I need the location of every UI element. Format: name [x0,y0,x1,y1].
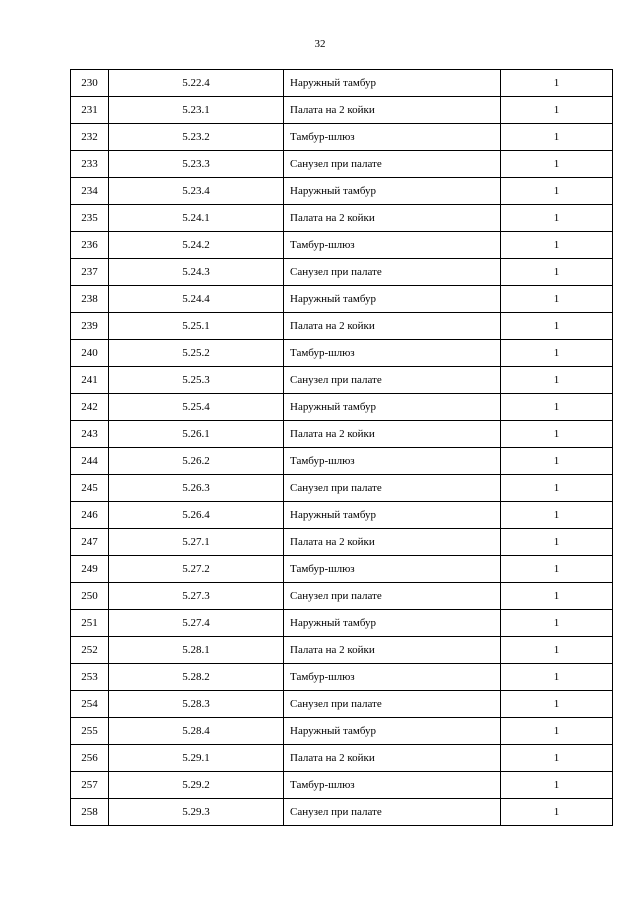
room-code-cell-text: 5.24.4 [182,293,210,305]
table-row [71,232,613,259]
room-name-cell-text: Палата на 2 койки [290,320,375,332]
room-name-cell-text: Тамбур-шлюз [290,131,355,143]
room-name-cell [284,394,501,421]
quantity-cell [501,232,613,259]
table-row [71,583,613,610]
row-number-cell-text: 246 [81,509,98,521]
room-code-cell [109,421,284,448]
row-number-cell-text: 233 [81,158,98,170]
quantity-cell [501,178,613,205]
room-name-cell-text: Палата на 2 койки [290,428,375,440]
room-name-cell-text: Санузел при палате [290,482,382,494]
room-code-cell [109,340,284,367]
quantity-cell-text: 1 [553,482,560,494]
quantity-cell [501,664,613,691]
room-name-cell [284,583,501,610]
room-code-cell-text: 5.26.3 [182,482,210,494]
row-number-cell [71,556,109,583]
row-number-cell-text: 254 [81,698,98,710]
table-row [71,529,613,556]
room-name-cell-text: Наружный тамбур [290,293,377,305]
row-number-cell-text: 235 [81,212,98,224]
room-name-cell [284,286,501,313]
table-row [71,313,613,340]
row-number-cell-text: 234 [81,185,98,197]
row-number-cell-text: 256 [81,752,98,764]
table-row [71,205,613,232]
room-name-cell-text: Палата на 2 койки [290,104,375,116]
room-name-cell [284,259,501,286]
quantity-cell-text: 1 [553,320,560,332]
quantity-cell [501,610,613,637]
room-name-cell-text: Тамбур-шлюз [290,671,355,683]
quantity-cell-text: 1 [553,779,560,791]
table-row [71,799,613,826]
quantity-cell-text: 1 [553,806,560,818]
quantity-cell [501,421,613,448]
quantity-cell-text: 1 [553,374,560,386]
row-number-cell [71,745,109,772]
room-code-cell-text: 5.26.4 [182,509,210,521]
quantity-cell-text: 1 [553,347,560,359]
quantity-cell-text: 1 [553,509,560,521]
room-code-cell [109,124,284,151]
row-number-cell-text: 247 [81,536,98,548]
row-number-cell [71,772,109,799]
quantity-cell [501,475,613,502]
quantity-cell-text: 1 [553,671,560,683]
room-code-cell-text: 5.28.3 [182,698,210,710]
row-number-cell [71,286,109,313]
room-code-cell-text: 5.23.2 [182,131,210,143]
row-number-cell [71,637,109,664]
quantity-cell [501,205,613,232]
quantity-cell-text: 1 [553,563,560,575]
row-number-cell-text: 257 [81,779,98,791]
quantity-cell [501,448,613,475]
room-name-cell-text: Наружный тамбур [290,185,377,197]
row-number-cell-text: 255 [81,725,98,737]
room-name-cell-text: Тамбур-шлюз [290,455,355,467]
room-name-cell [284,718,501,745]
room-name-cell [284,502,501,529]
room-code-cell-text: 5.23.3 [182,158,210,170]
room-name-cell [284,340,501,367]
row-number-cell [71,367,109,394]
quantity-cell [501,97,613,124]
row-number-cell [71,151,109,178]
row-number-cell [71,718,109,745]
table-row [71,286,613,313]
room-code-cell-text: 5.25.3 [182,374,210,386]
row-number-cell [71,502,109,529]
row-number-cell-text: 252 [81,644,98,656]
room-code-cell [109,583,284,610]
table-row [71,70,613,97]
table-row [71,664,613,691]
room-code-cell-text: 5.25.2 [182,347,210,359]
room-code-cell-text: 5.29.1 [182,752,210,764]
room-name-cell-text: Санузел при палате [290,590,382,602]
quantity-cell-text: 1 [553,455,560,467]
room-code-cell [109,151,284,178]
quantity-cell [501,772,613,799]
room-code-cell [109,367,284,394]
row-number-cell [71,475,109,502]
room-name-cell-text: Санузел при палате [290,698,382,710]
room-code-cell-text: 5.27.4 [182,617,210,629]
row-number-cell [71,664,109,691]
room-name-cell-text: Палата на 2 койки [290,752,375,764]
room-name-cell [284,448,501,475]
room-name-cell [284,691,501,718]
quantity-cell-text: 1 [553,239,560,251]
room-name-cell-text: Санузел при палате [290,266,382,278]
room-code-cell [109,448,284,475]
quantity-cell-text: 1 [553,293,560,305]
quantity-cell [501,394,613,421]
room-code-cell [109,394,284,421]
room-code-cell-text: 5.28.4 [182,725,210,737]
row-number-cell [71,232,109,259]
rooms-table [70,69,613,826]
room-name-cell [284,637,501,664]
room-name-cell-text: Санузел при палате [290,374,382,386]
quantity-cell [501,124,613,151]
room-name-cell-text: Тамбур-шлюз [290,563,355,575]
quantity-cell [501,70,613,97]
room-code-cell-text: 5.26.2 [182,455,210,467]
table-row [71,124,613,151]
room-name-cell-text: Наружный тамбур [290,77,377,89]
table-row [71,340,613,367]
room-code-cell [109,745,284,772]
quantity-cell [501,286,613,313]
quantity-cell-text: 1 [553,131,560,143]
row-number-cell [71,124,109,151]
row-number-cell-text: 230 [81,77,98,89]
quantity-cell-text: 1 [553,590,560,602]
quantity-cell-text: 1 [553,725,560,737]
room-name-cell [284,232,501,259]
room-name-cell-text: Палата на 2 койки [290,536,375,548]
table-row [71,367,613,394]
table-row [71,772,613,799]
room-name-cell [284,151,501,178]
row-number-cell [71,799,109,826]
row-number-cell [71,529,109,556]
table-row [71,259,613,286]
row-number-cell [71,394,109,421]
room-name-cell-text: Санузел при палате [290,806,382,818]
room-name-cell-text: Палата на 2 койки [290,212,375,224]
table-row [71,475,613,502]
room-code-cell-text: 5.24.3 [182,266,210,278]
row-number-cell [71,448,109,475]
quantity-cell [501,151,613,178]
room-name-cell-text: Тамбур-шлюз [290,779,355,791]
room-name-cell [284,421,501,448]
row-number-cell [71,70,109,97]
room-code-cell [109,97,284,124]
row-number-cell-text: 232 [81,131,98,143]
room-code-cell-text: 5.28.2 [182,671,210,683]
row-number-cell [71,313,109,340]
quantity-cell-text: 1 [553,752,560,764]
row-number-cell [71,421,109,448]
room-name-cell [284,664,501,691]
row-number-cell-text: 242 [81,401,98,413]
row-number-cell-text: 251 [81,617,98,629]
table-row [71,394,613,421]
room-code-cell-text: 5.27.2 [182,563,210,575]
room-name-cell [284,205,501,232]
room-code-cell [109,637,284,664]
quantity-cell [501,745,613,772]
room-name-cell [284,475,501,502]
room-code-cell [109,178,284,205]
row-number-cell-text: 244 [81,455,98,467]
table-row [71,718,613,745]
quantity-cell-text: 1 [553,266,560,278]
quantity-cell-text: 1 [553,212,560,224]
room-name-cell [284,178,501,205]
row-number-cell [71,259,109,286]
room-name-cell-text: Санузел при палате [290,158,382,170]
room-code-cell-text: 5.23.4 [182,185,210,197]
quantity-cell [501,529,613,556]
room-name-cell [284,367,501,394]
room-code-cell [109,691,284,718]
room-name-cell-text: Наружный тамбур [290,617,377,629]
room-code-cell [109,313,284,340]
room-code-cell-text: 5.29.2 [182,779,210,791]
table-row [71,610,613,637]
room-code-cell-text: 5.24.2 [182,239,210,251]
row-number-cell-text: 231 [81,104,98,116]
row-number-cell [71,610,109,637]
row-number-cell [71,340,109,367]
room-name-cell-text: Тамбур-шлюз [290,347,355,359]
room-code-cell [109,529,284,556]
room-code-cell [109,232,284,259]
table-row [71,151,613,178]
room-name-cell-text: Наружный тамбур [290,509,377,521]
row-number-cell-text: 243 [81,428,98,440]
row-number-cell-text: 239 [81,320,98,332]
row-number-cell-text: 249 [81,563,98,575]
table-row [71,97,613,124]
room-code-cell-text: 5.24.1 [182,212,210,224]
table-row [71,556,613,583]
row-number-cell-text: 258 [81,806,98,818]
quantity-cell-text: 1 [553,428,560,440]
room-code-cell-text: 5.27.1 [182,536,210,548]
quantity-cell [501,502,613,529]
row-number-cell [71,97,109,124]
room-code-cell [109,70,284,97]
row-number-cell [71,178,109,205]
quantity-cell [501,637,613,664]
table-body [71,70,613,826]
room-code-cell [109,718,284,745]
quantity-cell [501,583,613,610]
room-name-cell-text: Тамбур-шлюз [290,239,355,251]
room-code-cell [109,610,284,637]
room-code-cell-text: 5.25.4 [182,401,210,413]
row-number-cell-text: 250 [81,590,98,602]
room-code-cell [109,556,284,583]
room-code-cell-text: 5.22.4 [182,77,210,89]
table-row [71,691,613,718]
table-row [71,448,613,475]
row-number-cell-text: 236 [81,239,98,251]
table-row [71,502,613,529]
quantity-cell [501,799,613,826]
room-code-cell-text: 5.26.1 [182,428,210,440]
room-name-cell [284,70,501,97]
room-code-cell-text: 5.27.3 [182,590,210,602]
room-code-cell [109,259,284,286]
room-name-cell [284,610,501,637]
room-name-cell [284,97,501,124]
room-name-cell [284,799,501,826]
room-code-cell [109,286,284,313]
quantity-cell [501,313,613,340]
row-number-cell [71,205,109,232]
room-code-cell [109,799,284,826]
quantity-cell-text: 1 [553,104,560,116]
row-number-cell-text: 240 [81,347,98,359]
quantity-cell [501,259,613,286]
quantity-cell [501,718,613,745]
row-number-cell [71,691,109,718]
row-number-cell-text: 237 [81,266,98,278]
room-code-cell-text: 5.23.1 [182,104,210,116]
table-row [71,421,613,448]
room-code-cell [109,502,284,529]
room-code-cell [109,205,284,232]
page-number: 32 [314,38,326,50]
room-name-cell [284,556,501,583]
row-number-cell-text: 253 [81,671,98,683]
room-code-cell [109,772,284,799]
table-row [71,178,613,205]
room-name-cell [284,745,501,772]
quantity-cell [501,556,613,583]
room-name-cell-text: Наружный тамбур [290,725,377,737]
room-name-cell-text: Наружный тамбур [290,401,377,413]
quantity-cell-text: 1 [553,536,560,548]
room-name-cell [284,772,501,799]
room-name-cell [284,313,501,340]
quantity-cell [501,691,613,718]
room-code-cell [109,664,284,691]
room-code-cell-text: 5.28.1 [182,644,210,656]
quantity-cell-text: 1 [553,698,560,710]
row-number-cell-text: 245 [81,482,98,494]
row-number-cell-text: 241 [81,374,98,386]
quantity-cell-text: 1 [553,617,560,629]
room-name-cell [284,529,501,556]
room-code-cell [109,475,284,502]
quantity-cell-text: 1 [553,185,560,197]
quantity-cell-text: 1 [553,77,560,89]
table-row [71,637,613,664]
row-number-cell-text: 238 [81,293,98,305]
quantity-cell [501,340,613,367]
room-code-cell-text: 5.29.3 [182,806,210,818]
room-code-cell-text: 5.25.1 [182,320,210,332]
room-name-cell [284,124,501,151]
quantity-cell-text: 1 [553,644,560,656]
table-row [71,745,613,772]
room-name-cell-text: Палата на 2 койки [290,644,375,656]
quantity-cell [501,367,613,394]
quantity-cell-text: 1 [553,401,560,413]
row-number-cell [71,583,109,610]
quantity-cell-text: 1 [553,158,560,170]
